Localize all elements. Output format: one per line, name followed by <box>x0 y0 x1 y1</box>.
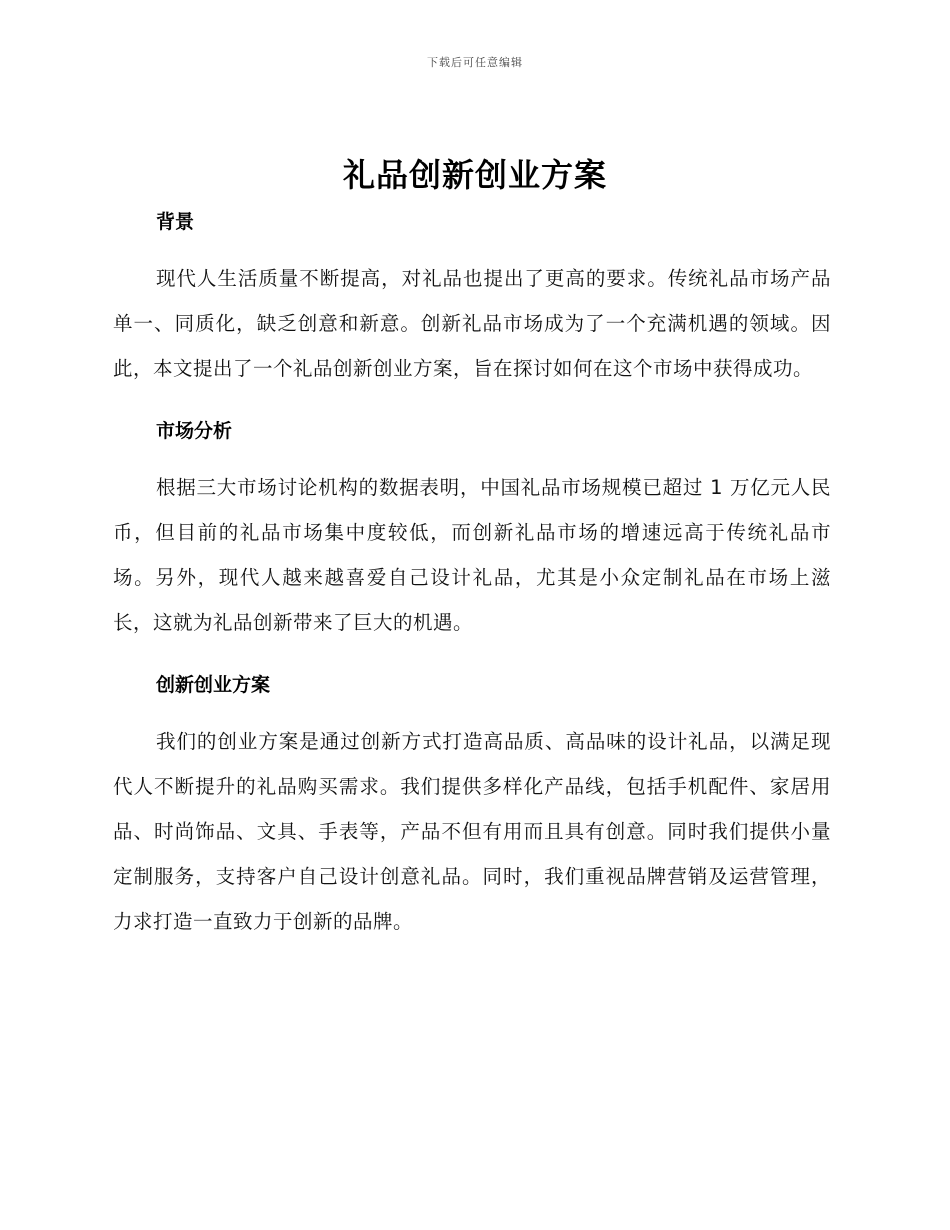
section-paragraph: 我们的创业方案是通过创新方式打造高品质、高品味的设计礼品，以满足现代人不断提升的礼品购买需求。我们提供多样化产品线，包括手机配件、家居用品、时尚饰品、文具、手表等，产品不但有用而且具有创意。同时我们提供小量定制服务，支持客户自己设计创意礼品。同时，我们重视品牌营销及运营管理，力求打造一直致力于创新的品牌。 <box>113 730 831 933</box>
section-background <box>113 205 831 391</box>
section-innovation-plan <box>113 668 831 944</box>
section-heading: 创新创业方案 <box>156 674 271 696</box>
section-paragraph: 现代人生活质量不断提高，对礼品也提出了更高的要求。传统礼品市场产品单一、同质化，缺乏创意和新意。创新礼品市场成为了一个充满机遇的领域。因此，本文提出了一个礼品创新创业方案，旨在探讨如何在这个市场中获得成功。 <box>113 267 831 380</box>
section-paragraph: 根据三大市场讨论机构的数据表明，中国礼品市场规模已超过 1 万亿元人民币，但目前的礼品市场集中度较低，而创新礼品市场的增速远高于传统礼品市场。另外，现代人越来越喜爱自己设计礼品，尤其是小众定制礼品在市场上滋长，这就为礼品创新带来了巨大的机遇。 <box>113 476 831 634</box>
section-heading: 背景 <box>156 211 195 233</box>
document-title: 礼品创新创业方案 <box>342 156 607 194</box>
section-heading: 市场分析 <box>156 420 233 442</box>
document-content <box>113 205 831 967</box>
section-market-analysis <box>113 414 831 645</box>
header-note: 下载后可任意编辑 <box>427 56 523 69</box>
